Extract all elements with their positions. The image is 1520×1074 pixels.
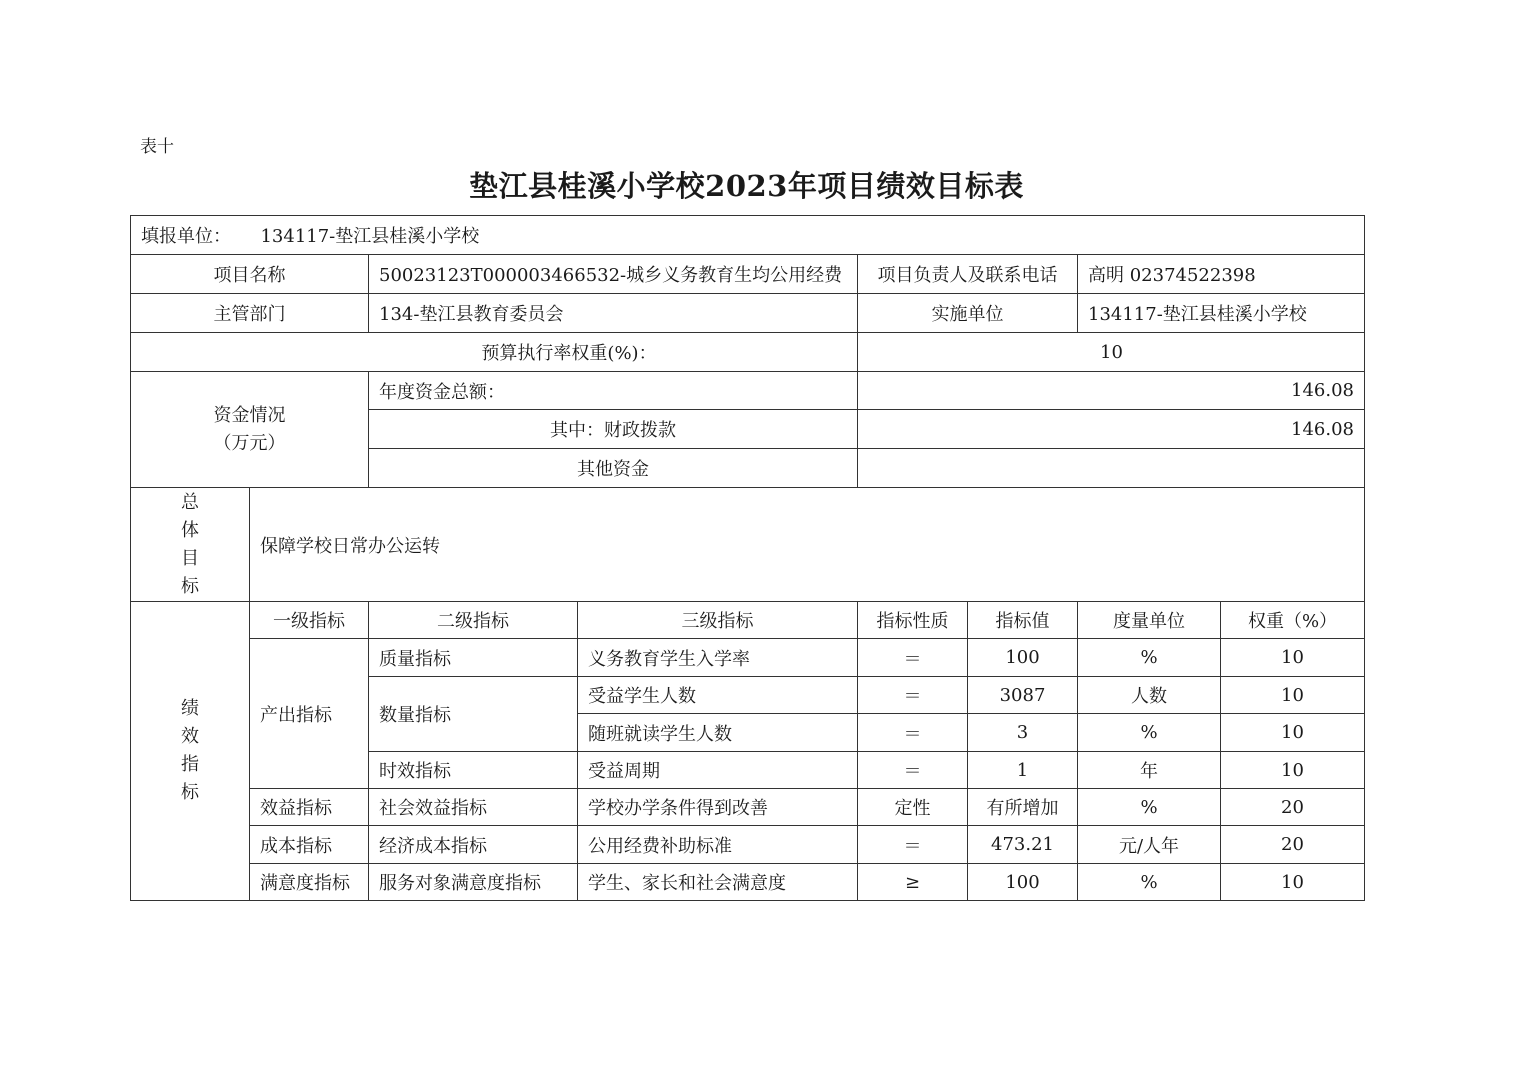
group-satisfaction: 满意度指标 [250, 864, 369, 901]
indicators-char: 指 [181, 754, 199, 775]
project-name-label: 项目名称 [131, 255, 369, 294]
contact-value: 高明 02374522398 [1078, 255, 1365, 294]
nature-cell: ＝ [858, 677, 968, 714]
weight-cell: 20 [1221, 826, 1365, 864]
funds-fiscal-label: 其中：财政拨款 [369, 410, 858, 449]
value-cell: 有所增加 [968, 789, 1078, 826]
overall-goal-char: 体 [181, 519, 199, 541]
budget-weight-row [131, 333, 1365, 372]
budget-weight-label: 预算执行率权重(%)： [131, 333, 858, 372]
level3-cell: 学校办学条件得到改善 [578, 789, 858, 826]
value-cell: 100 [968, 864, 1078, 901]
table-row [131, 639, 1365, 677]
funds-label [131, 372, 369, 488]
funds-label-line2: （万元） [213, 432, 286, 454]
weight-cell: 10 [1221, 864, 1365, 901]
overall-goal-row [131, 488, 1365, 602]
table-row [131, 826, 1365, 864]
funds-label-line1: 资金情况 [213, 404, 286, 426]
page-title: 垫江县桂溪小学校2023年项目绩效目标表 [469, 169, 1024, 203]
funds-total-value: 146.08 [858, 372, 1365, 410]
overall-goal-value: 保障学校日常办公运转 [250, 488, 1365, 602]
unit-cell: % [1078, 639, 1221, 677]
implementer-label: 实施单位 [858, 294, 1078, 333]
project-name-value: 50023123T000003466532-城乡义务教育生均公用经费 [369, 255, 858, 294]
header-level2: 二级指标 [369, 602, 578, 639]
overall-goal-char: 目 [181, 547, 199, 569]
table-row [131, 789, 1365, 826]
indicators-char: 绩 [181, 698, 199, 719]
indicators-char: 标 [181, 782, 199, 803]
group-cost: 成本指标 [250, 826, 369, 864]
overall-goal-label [131, 488, 250, 602]
weight-cell: 20 [1221, 789, 1365, 826]
unit-cell: % [1078, 864, 1221, 901]
department-label: 主管部门 [131, 294, 369, 333]
implementer-value: 134117-垫江县桂溪小学校 [1078, 294, 1365, 333]
level3-cell: 义务教育学生入学率 [578, 639, 858, 677]
value-cell: 3087 [968, 677, 1078, 714]
weight-cell: 10 [1221, 714, 1365, 752]
value-cell: 473.21 [968, 826, 1078, 864]
overall-goal-char: 标 [181, 575, 199, 597]
reporting-unit-label: 填报单位： [141, 226, 231, 247]
nature-cell: 定性 [858, 789, 968, 826]
level2-quantity: 数量指标 [369, 677, 578, 752]
indicators-char: 效 [181, 726, 199, 747]
level2-timeliness: 时效指标 [369, 752, 578, 789]
header-unit: 度量单位 [1078, 602, 1221, 639]
level3-cell: 受益周期 [578, 752, 858, 789]
nature-cell: ＝ [858, 826, 968, 864]
budget-weight-value: 10 [858, 333, 1365, 372]
nature-cell: ＝ [858, 752, 968, 789]
funds-total-row [131, 372, 1365, 410]
header-nature: 指标性质 [858, 602, 968, 639]
funds-other-value [858, 449, 1365, 488]
value-cell: 100 [968, 639, 1078, 677]
weight-cell: 10 [1221, 639, 1365, 677]
level3-cell: 学生、家长和社会满意度 [578, 864, 858, 901]
project-row [131, 255, 1365, 294]
contact-label: 项目负责人及联系电话 [858, 255, 1078, 294]
level2-social-benefit: 社会效益指标 [369, 789, 578, 826]
department-value: 134-垫江县教育委员会 [369, 294, 858, 333]
level2-economic-cost: 经济成本指标 [369, 826, 578, 864]
department-row [131, 294, 1365, 333]
nature-cell: ＝ [858, 714, 968, 752]
overall-goal-char: 总 [181, 491, 199, 513]
table-row [131, 864, 1365, 901]
value-cell: 1 [968, 752, 1078, 789]
reporting-unit-cell [131, 216, 1365, 255]
header-value: 指标值 [968, 602, 1078, 639]
funds-other-label: 其他资金 [369, 449, 858, 488]
unit-cell: 元/人年 [1078, 826, 1221, 864]
funds-total-label: 年度资金总额： [369, 372, 858, 410]
group-output: 产出指标 [250, 639, 369, 789]
header-weight: 权重（%） [1221, 602, 1365, 639]
unit-cell: % [1078, 714, 1221, 752]
value-cell: 3 [968, 714, 1078, 752]
unit-cell: % [1078, 789, 1221, 826]
unit-cell: 人数 [1078, 677, 1221, 714]
header-level3: 三级指标 [578, 602, 858, 639]
level2-quality: 质量指标 [369, 639, 578, 677]
reporting-unit-row [131, 216, 1365, 255]
level2-service-satisfaction: 服务对象满意度指标 [369, 864, 578, 901]
nature-cell: ＝ [858, 639, 968, 677]
funds-fiscal-value: 146.08 [858, 410, 1365, 449]
indicators-label [131, 602, 250, 901]
indicator-header-row [131, 602, 1365, 639]
table-number-label: 表十 [140, 137, 174, 157]
group-benefit: 效益指标 [250, 789, 369, 826]
performance-goal-table [130, 215, 1365, 901]
reporting-unit-value: 134117-垫江县桂溪小学校 [260, 226, 480, 247]
weight-cell: 10 [1221, 677, 1365, 714]
nature-cell: ≥ [858, 864, 968, 901]
unit-cell: 年 [1078, 752, 1221, 789]
weight-cell: 10 [1221, 752, 1365, 789]
header-level1: 一级指标 [250, 602, 369, 639]
level3-cell: 公用经费补助标准 [578, 826, 858, 864]
level3-cell: 随班就读学生人数 [578, 714, 858, 752]
level3-cell: 受益学生人数 [578, 677, 858, 714]
